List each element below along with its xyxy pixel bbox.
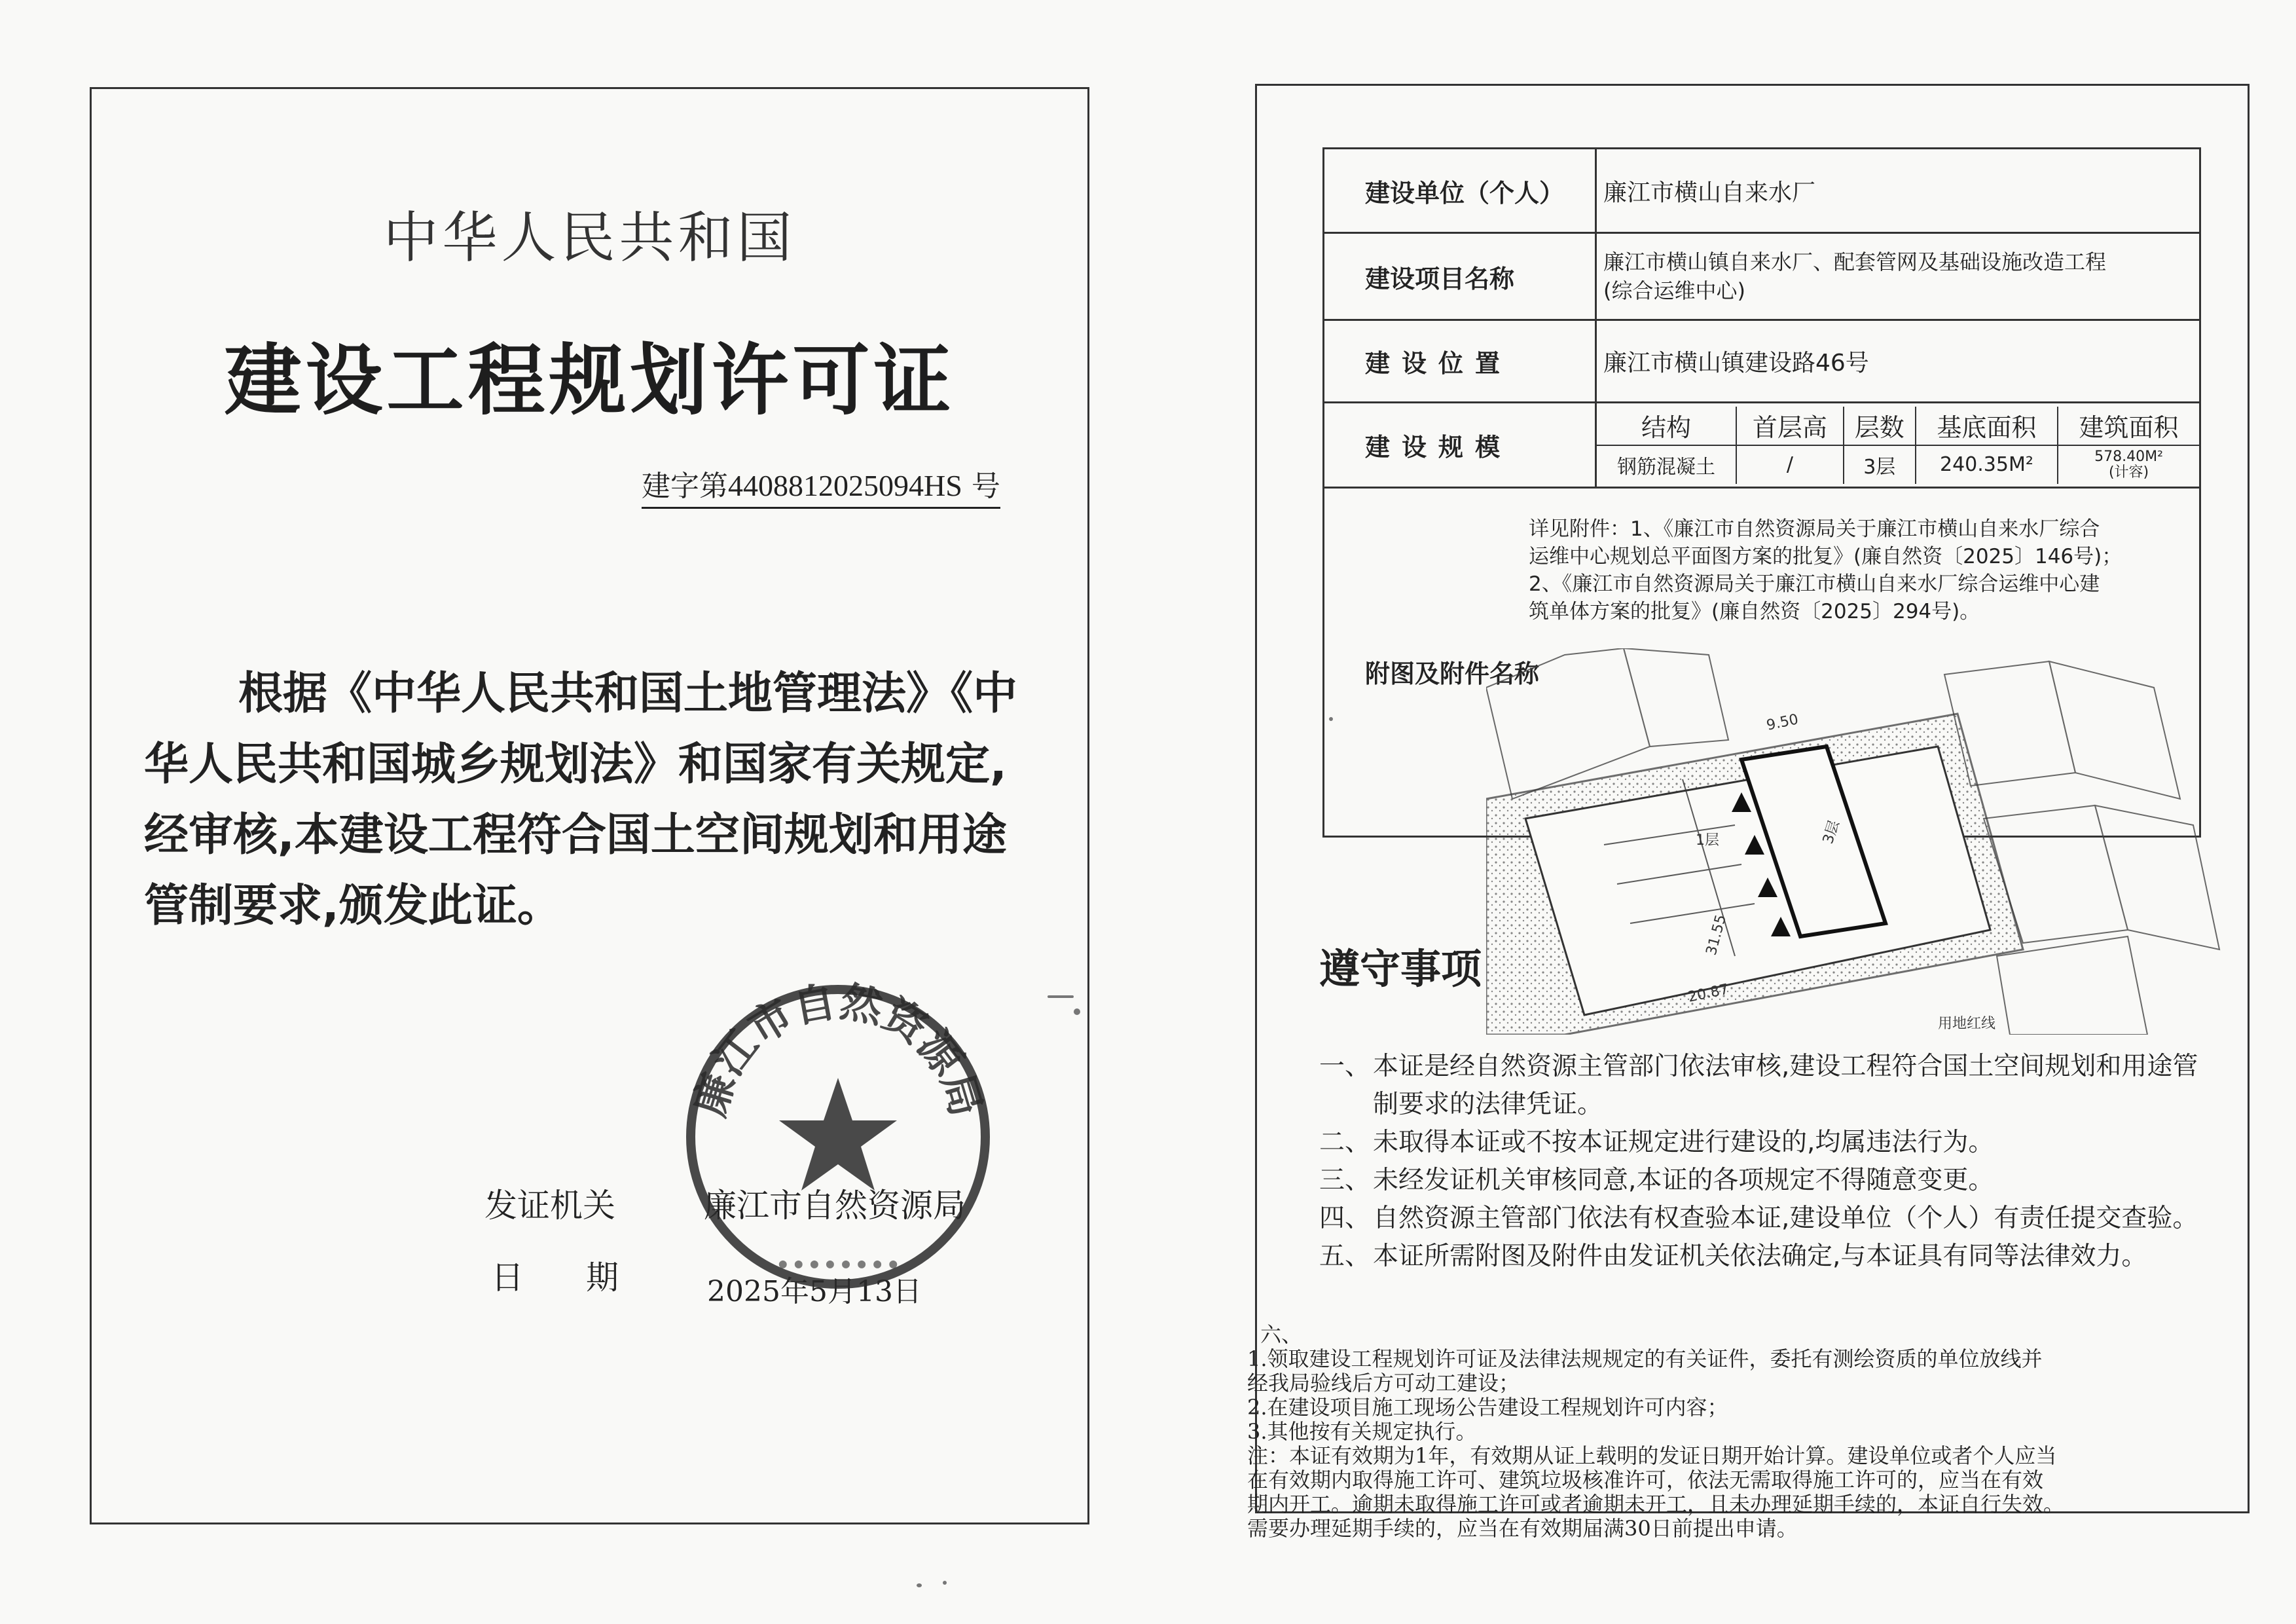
country-name: 中华人民共和国 — [383, 206, 796, 270]
building-area-note: (计容) — [2108, 464, 2149, 481]
project-name-value — [1596, 233, 2200, 320]
date-value: 2025年5月13日 — [707, 1275, 922, 1308]
site-plan-drawing — [1486, 648, 2226, 1035]
plan-label: 20.87 — [1686, 981, 1730, 1006]
extra-line: 经我局验线后方可动工建设； — [1247, 1371, 1520, 1395]
issuer-value: 廉江市自然资源局 — [704, 1187, 966, 1225]
scale-header: 建筑面积 — [2058, 407, 2199, 445]
scale-cell — [1596, 403, 2200, 488]
attachment-line: 2、《廉江市自然资源局关于廉江市横山自来水厂综合运维中心建 — [1529, 572, 2100, 596]
scale-header: 结构 — [1597, 407, 1736, 445]
scale-header: 基底面积 — [1916, 407, 2058, 445]
location-label: 建设位置 — [1324, 320, 1596, 403]
extra-line: 需要办理延期手续的，应当在有效期届满30日前提出申请。 — [1247, 1516, 1798, 1541]
plan-label: 31.55 — [1703, 913, 1730, 957]
rule-text: 本证所需附图及附件由发证机关依法确定,与本证具有同等法律效力。 — [1373, 1242, 2147, 1271]
scale-value: / — [1736, 445, 1844, 484]
scale-value: 钢筋混凝土 — [1597, 445, 1736, 484]
rule-number: 四、 — [1319, 1204, 1371, 1233]
rule-text: 未取得本证或不按本证规定进行建设的,均属违法行为。 — [1373, 1128, 1994, 1157]
seal-text: 廉江市自然资源局 — [685, 980, 991, 1122]
attachment-line: 运维中心规划总平面图方案的批复》(廉自然资〔2025〕146号)； — [1529, 545, 2123, 568]
scale-label: 建设规模 — [1324, 403, 1596, 488]
rules-list — [1319, 1048, 2216, 1276]
additional-provisions — [1247, 1323, 2242, 1541]
attachments-text — [1529, 515, 2183, 625]
date-label: 日期 — [491, 1259, 681, 1297]
unit-value: 廉江市横山自来水厂 — [1596, 149, 2200, 233]
scale-value: 3层 — [1844, 445, 1916, 484]
body-line: 经审核,本建设工程符合国土空间规划和用途 — [144, 809, 1007, 861]
plan-label: 1层 — [1696, 832, 1719, 849]
certificate-body — [144, 659, 1074, 942]
svg-text:● ● ● ● ● ● ● ●: ● ● ● ● ● ● ● ● — [778, 1255, 898, 1271]
scan-speck — [943, 1581, 947, 1585]
rule-item — [1319, 1162, 2216, 1200]
plan-label: 9.50 — [1765, 711, 1800, 734]
rule-item — [1319, 1048, 2216, 1124]
extra-line: 2.在建设项目施工现场公告建设工程规划许可内容； — [1247, 1395, 1728, 1420]
notice-title: 遵守事项 — [1319, 945, 1482, 993]
scale-header: 层数 — [1844, 407, 1916, 445]
body-line: 根据《中华人民共和国土地管理法》《中 — [238, 668, 1018, 720]
location-value: 廉江市横山镇建设路46号 — [1596, 320, 2200, 403]
unit-label: 建设单位（个人） — [1324, 149, 1596, 233]
body-line: 管制要求,颁发此证。 — [144, 880, 562, 932]
scale-header: 首层高 — [1736, 407, 1844, 445]
scale-value: 240.35M² — [1916, 445, 2058, 484]
plan-label: 3层 — [1819, 818, 1843, 846]
certificate-cover-page — [90, 87, 1089, 1524]
extra-line: 期内开工。逾期未取得施工许可或者逾期未开工，且未办理延期手续的，本证自行失效。 — [1247, 1492, 2065, 1517]
attachments-label: 附图及附件名称 — [1365, 659, 1540, 688]
extra-line: 在有效期内取得施工许可、建筑垃圾核准许可，依法无需取得施工许可的，应当在有效 — [1247, 1467, 2044, 1492]
rule-number: 三、 — [1319, 1166, 1371, 1195]
attachment-line: 筑单体方案的批复》(廉自然资〔2025〕294号)。 — [1529, 600, 1980, 623]
extra-line: 3.其他按有关规定执行。 — [1247, 1419, 1477, 1444]
rule-number: 一、 — [1319, 1052, 1371, 1081]
extra-line: 注：本证有效期为1年，有效期从证上载明的发证日期开始计算。建设单位或者个人应当 — [1247, 1443, 2057, 1468]
rule-text: 未经发证机关审核同意,本证的各项规定不得随意变更。 — [1373, 1166, 1994, 1195]
rule-text: 自然资源主管部门依法有权查验本证,建设单位（个人）有责任提交查验。 — [1373, 1204, 2198, 1233]
body-line: 华人民共和国城乡规划法》和国家有关规定, — [144, 739, 1007, 790]
official-seal — [681, 980, 995, 1294]
scan-speck — [917, 1583, 922, 1587]
attachment-line: 详见附件：1、《廉江市自然资源局关于廉江市横山自来水厂综合 — [1529, 517, 2100, 541]
project-name-line: (综合运维中心) — [1603, 278, 1745, 303]
project-name-label: 建设项目名称 — [1324, 233, 1596, 320]
scale-table — [1597, 407, 2199, 484]
extra-line: 1.领取建设工程规划许可证及法律法规规定的有关证件，委托有测绘资质的单位放线并 — [1247, 1346, 2043, 1371]
rule-item — [1319, 1238, 2216, 1276]
number-value: 4408812025094HS — [728, 469, 962, 502]
certificate-number — [642, 462, 1000, 509]
number-prefix: 建字第 — [642, 470, 728, 503]
star-icon — [779, 1078, 897, 1190]
scan-speck — [1074, 1008, 1080, 1015]
plan-label: 用地红线 — [1938, 1016, 1996, 1032]
rule-number: 二、 — [1319, 1128, 1371, 1157]
number-suffix: 号 — [971, 470, 1000, 503]
rule-text: 本证是经自然资源主管部门依法审核,建设工程符合国土空间规划和用途管制要求的法律凭证。 — [1373, 1052, 2198, 1119]
scan-speck — [1048, 995, 1074, 998]
certificate-title: 建设工程规划许可证 — [224, 335, 955, 426]
rule-item — [1319, 1200, 2216, 1238]
extra-line: 六、 — [1260, 1322, 1303, 1347]
building-area: 578.40M² — [2094, 448, 2163, 465]
rule-number: 五、 — [1319, 1242, 1371, 1271]
project-name-line: 廉江市横山镇自来水厂、配套管网及基础设施改造工程 — [1603, 249, 2107, 274]
rule-item — [1319, 1124, 2216, 1162]
scale-value-area — [2058, 445, 2199, 484]
issuer-label: 发证机关 — [484, 1187, 615, 1225]
